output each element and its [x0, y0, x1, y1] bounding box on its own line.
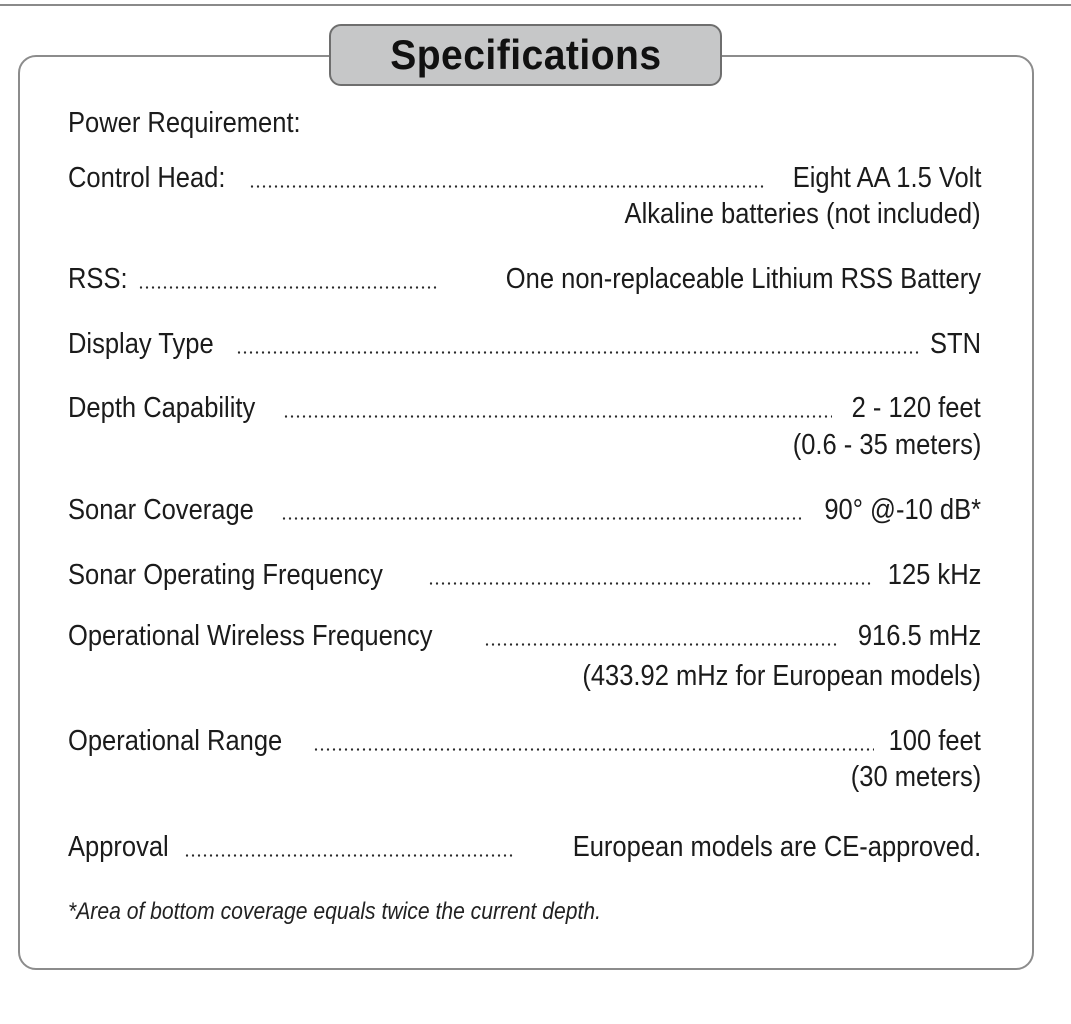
dot-leader — [428, 582, 873, 585]
spec-label: Operational Range — [68, 725, 283, 757]
footnote: *Area of bottom coverage equals twice the current depth. — [68, 898, 602, 925]
spec-row-depth-capability — [68, 388, 981, 428]
spec-continuation-operational-range: (30 meters) — [850, 761, 981, 793]
spec-row-operational-wireless-frequency — [68, 616, 981, 656]
spec-row-sonar-operating-frequency — [68, 555, 981, 595]
spec-label: Approval — [68, 831, 169, 863]
spec-label: Sonar Operating Frequency — [68, 559, 383, 591]
dot-leader — [236, 351, 922, 354]
spec-row-control-head — [68, 158, 981, 198]
dot-leader — [484, 643, 839, 646]
top-divider — [0, 0, 1071, 6]
spec-value: 100 feet — [888, 725, 981, 757]
spec-value: 2 - 120 feet — [851, 392, 981, 424]
spec-label: Operational Wireless Frequency — [68, 620, 433, 652]
spec-value: 916.5 mHz — [857, 620, 981, 652]
power-requirement-heading: Power Requirement: — [68, 107, 301, 139]
dot-leader — [281, 517, 801, 520]
spec-continuation-operational-wireless-frequency: (433.92 mHz for European models) — [582, 660, 981, 692]
spec-value: European models are CE-approved. — [572, 831, 981, 863]
spec-row-rss — [68, 259, 981, 299]
dot-leader — [313, 748, 874, 751]
spec-continuation-control-head: Alkaline batteries (not included) — [624, 198, 981, 230]
spec-row-sonar-coverage — [68, 490, 981, 530]
spec-row-display-type — [68, 324, 981, 364]
spec-value: 125 kHz — [887, 559, 981, 591]
spec-label: Control Head: — [68, 162, 226, 194]
spec-row-operational-range — [68, 721, 981, 761]
dot-leader — [283, 415, 832, 418]
dot-leader — [138, 286, 439, 289]
page-title: Specifications — [389, 31, 662, 78]
spec-label: Sonar Coverage — [68, 494, 254, 526]
spec-value: 90° @-10 dB* — [824, 494, 981, 526]
spec-label: Display Type — [68, 328, 214, 360]
spec-value: One non-replaceable Lithium RSS Battery — [505, 263, 981, 295]
spec-continuation-depth-capability: (0.6 - 35 meters) — [792, 429, 981, 461]
specifications-title-tab — [329, 24, 722, 86]
spec-value: STN — [929, 328, 981, 360]
spec-row-approval — [68, 827, 981, 867]
dot-leader — [184, 854, 514, 857]
spec-value: Eight AA 1.5 Volt — [792, 162, 981, 194]
spec-label: Depth Capability — [68, 392, 256, 424]
spec-label: RSS: — [68, 263, 128, 295]
dot-leader — [249, 185, 765, 188]
